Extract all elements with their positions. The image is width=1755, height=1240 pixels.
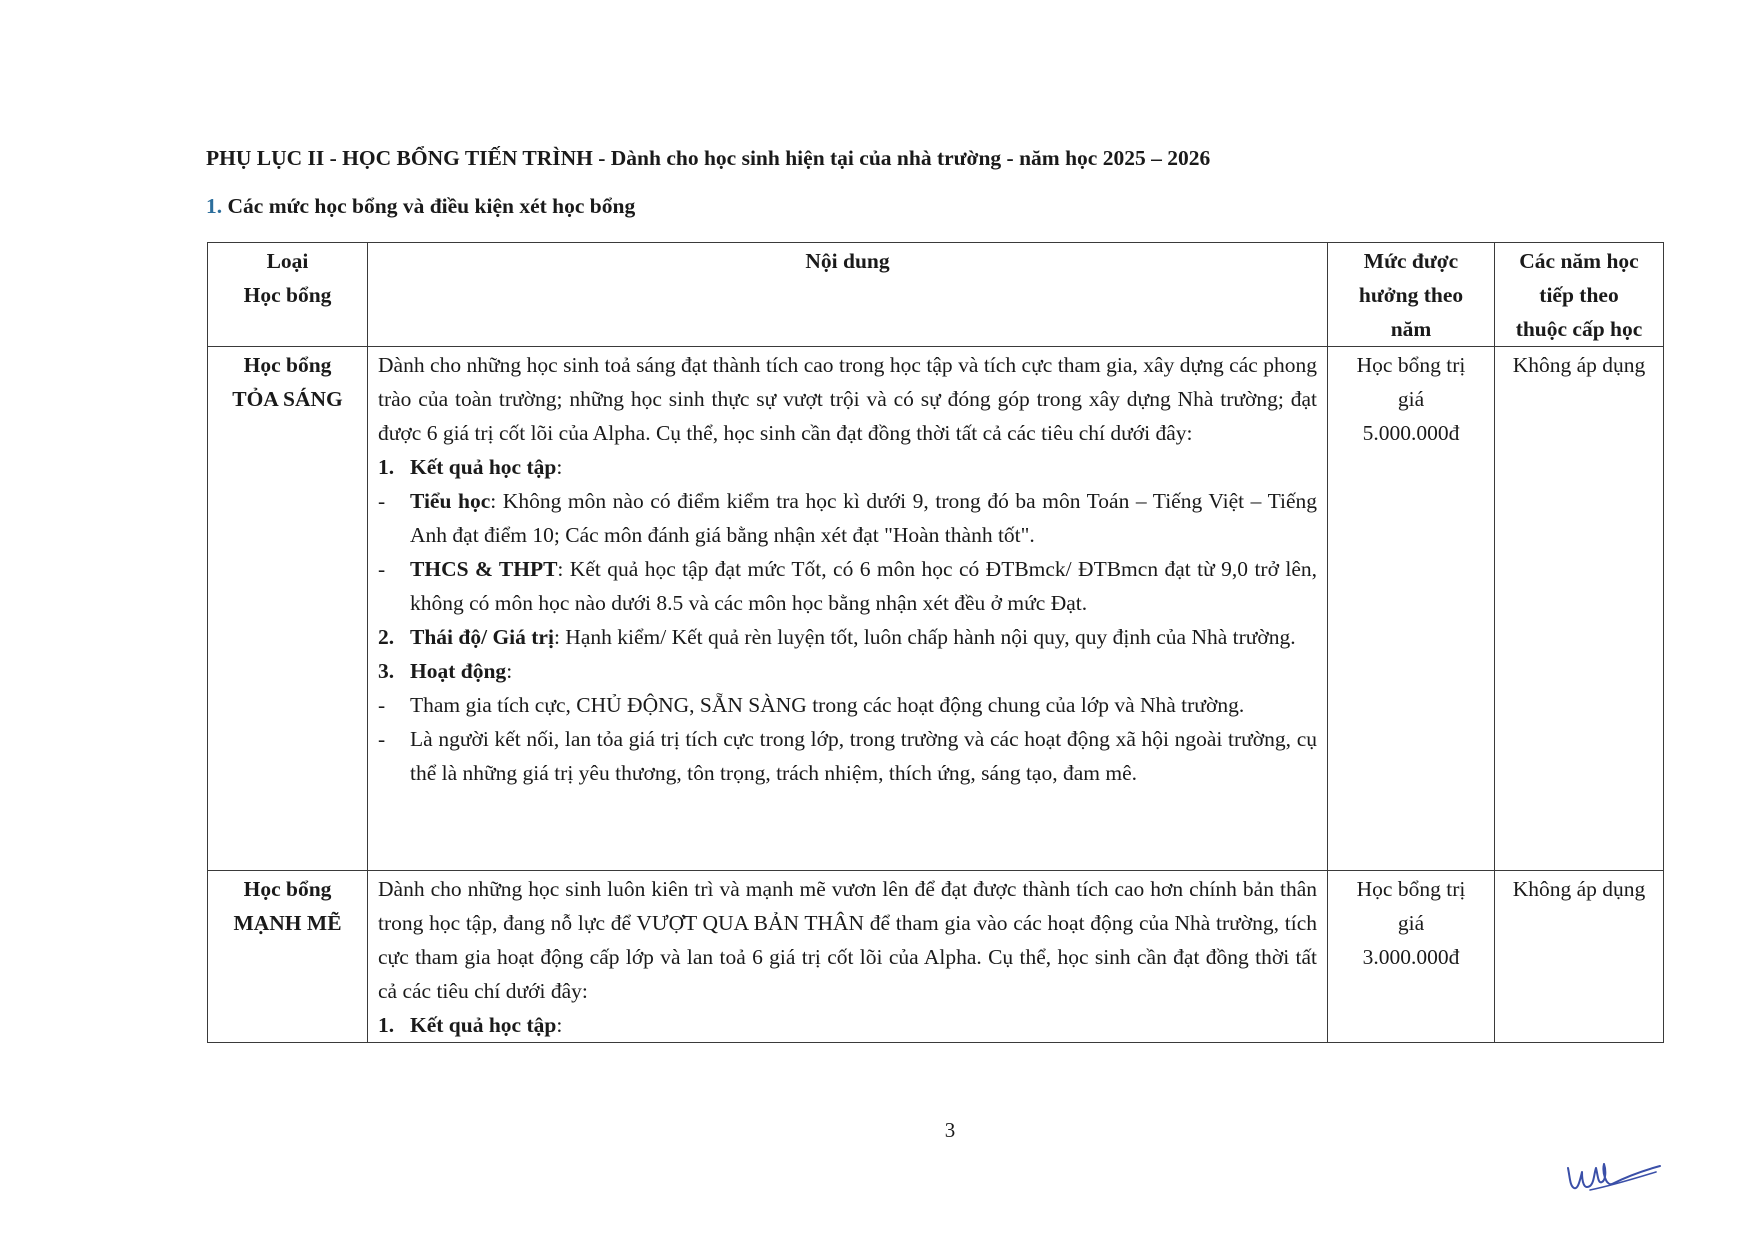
criteria-item — [378, 450, 1317, 484]
header-amount-line2: hưởng theo — [1358, 283, 1464, 307]
criteria-number: 2. — [378, 625, 395, 649]
scholarship-type-line1: Học bổng — [243, 877, 332, 901]
scholarship-table — [207, 242, 1664, 1043]
scholarship-type-name: MẠNH MẼ — [233, 911, 342, 935]
criteria-colon: : — [506, 659, 513, 683]
criteria-sub-item — [378, 484, 1317, 552]
criteria-number: 1. — [378, 1013, 395, 1037]
criteria-sub-item — [378, 552, 1317, 620]
header-years-line3: thuộc cấp học — [1515, 317, 1643, 341]
scholarship-content-cell — [368, 347, 1328, 871]
header-content — [368, 243, 1328, 347]
scholarship-content-cell — [368, 871, 1328, 1043]
amount-value: 3.000.000đ — [1362, 945, 1460, 969]
dash-marker: - — [378, 693, 386, 717]
sub-item-text: : Kết quả học tập đạt mức Tốt, có 6 môn học có ĐTBmck/ ĐTBmcn đạt từ 9,0 trở lên, không có môn học nào dưới 8.5 và các môn học bằng nhận xét đều ở mức Đạt. — [410, 557, 1317, 615]
sub-item-label: Tiểu học — [410, 489, 491, 513]
amount-line2: giá — [1397, 911, 1425, 935]
scholarship-intro: Dành cho những học sinh toả sáng đạt thành tích cao trong học tập và tích cực tham gia, xây dựng các phong trào của toàn trường; những học sinh thực sự vượt trội và có sự đóng góp trong xây dựng Nhà trường; đạt được 6 giá trị cốt lõi của Alpha. Cụ thể, học sinh cần đạt đồng thời tất cả các tiêu chí dưới đây: — [378, 353, 1317, 445]
table-header-row — [208, 243, 1664, 347]
criteria-colon: : — [556, 455, 563, 479]
criteria-number: 3. — [378, 659, 395, 683]
header-amount-line1: Mức được — [1363, 249, 1459, 273]
criteria-title: Kết quả học tập — [410, 455, 557, 479]
criteria-item — [378, 1008, 1317, 1042]
dash-marker: - — [378, 727, 386, 751]
section-heading — [206, 194, 635, 219]
document-title: PHỤ LỤC II - HỌC BỔNG TIẾN TRÌNH - Dành cho học sinh hiện tại của nhà trường - năm học 2025 – 2026 — [206, 146, 1211, 170]
scholarship-type-line1: Học bổng — [243, 353, 332, 377]
dash-marker: - — [378, 489, 386, 513]
header-content-label: Nội dung — [805, 249, 890, 273]
following-years-cell — [1495, 871, 1664, 1043]
scholarship-intro: Dành cho những học sinh luôn kiên trì và mạnh mẽ vươn lên để đạt được thành tích cao hơn chính bản thân trong học tập, đang nỗ lực để VƯỢT QUA BẢN THÂN để tham gia vào các hoạt động của Nhà trường, tích cực tham gia hoạt động cấp lớp và lan toả 6 giá trị cốt lõi của Alpha. Cụ thể, học sinh cần đạt đồng thời tất cả các tiêu chí dưới đây: — [378, 877, 1317, 1003]
criteria-item — [378, 654, 1317, 688]
header-amount-line3: năm — [1390, 317, 1432, 341]
header-type-line1: Loại — [266, 249, 309, 273]
amount-line2: giá — [1397, 387, 1425, 411]
amount-line1: Học bổng trị — [1356, 877, 1466, 901]
criteria-number: 1. — [378, 455, 395, 479]
header-years-line1: Các năm học — [1519, 249, 1639, 273]
header-type-line2: Học bổng — [243, 283, 332, 307]
table-row — [208, 347, 1664, 871]
following-years-value: Không áp dụng — [1512, 353, 1646, 377]
criteria-title: Kết quả học tập — [410, 1013, 557, 1037]
signature-icon — [1560, 1150, 1670, 1205]
criteria-colon: : — [556, 1013, 563, 1037]
criteria-title: Thái độ/ Giá trị — [410, 625, 554, 649]
dash-marker: - — [378, 557, 386, 581]
following-years-value: Không áp dụng — [1512, 877, 1646, 901]
sub-item-text: : Không môn nào có điểm kiểm tra học kì dưới 9, trong đó ba môn Toán – Tiếng Việt – Tiếng Anh đạt điểm 10; Các môn đánh giá bằng nhận xét đạt "Hoàn thành tốt". — [410, 489, 1317, 547]
page-number: 3 — [944, 1118, 956, 1142]
amount-cell — [1328, 347, 1495, 871]
sub-item-text: Tham gia tích cực, CHỦ ĐỘNG, SẴN SÀNG trong các hoạt động chung của lớp và Nhà trường. — [410, 693, 1245, 717]
header-following-years — [1495, 243, 1664, 347]
criteria-sub-item — [378, 722, 1317, 790]
sub-item-label: THCS & THPT — [410, 557, 558, 581]
criteria-title: Hoạt động — [410, 659, 507, 683]
table-row — [208, 871, 1664, 1043]
amount-line1: Học bổng trị — [1356, 353, 1466, 377]
section-number: 1. — [206, 194, 223, 218]
amount-value: 5.000.000đ — [1362, 421, 1460, 445]
section-title: Các mức học bổng và điều kiện xét học bổng — [227, 194, 636, 218]
header-amount — [1328, 243, 1495, 347]
header-years-line2: tiếp theo — [1539, 283, 1619, 307]
header-scholarship-type — [208, 243, 368, 347]
scholarship-type-cell — [208, 347, 368, 871]
criteria-item — [378, 620, 1317, 654]
criteria-sub-item — [378, 688, 1317, 722]
scholarship-type-cell — [208, 871, 368, 1043]
sub-item-text: Là người kết nối, lan tỏa giá trị tích cực trong lớp, trong trường và các hoạt động xã hội ngoài trường, cụ thể là những giá trị yêu thương, tôn trọng, trách nhiệm, thích ứng, sáng tạo, đam mê. — [410, 727, 1317, 785]
following-years-cell — [1495, 347, 1664, 871]
criteria-text: : Hạnh kiểm/ Kết quả rèn luyện tốt, luôn chấp hành nội quy, quy định của Nhà trường. — [553, 625, 1296, 649]
scholarship-type-name: TỎA SÁNG — [232, 387, 343, 411]
amount-cell — [1328, 871, 1495, 1043]
